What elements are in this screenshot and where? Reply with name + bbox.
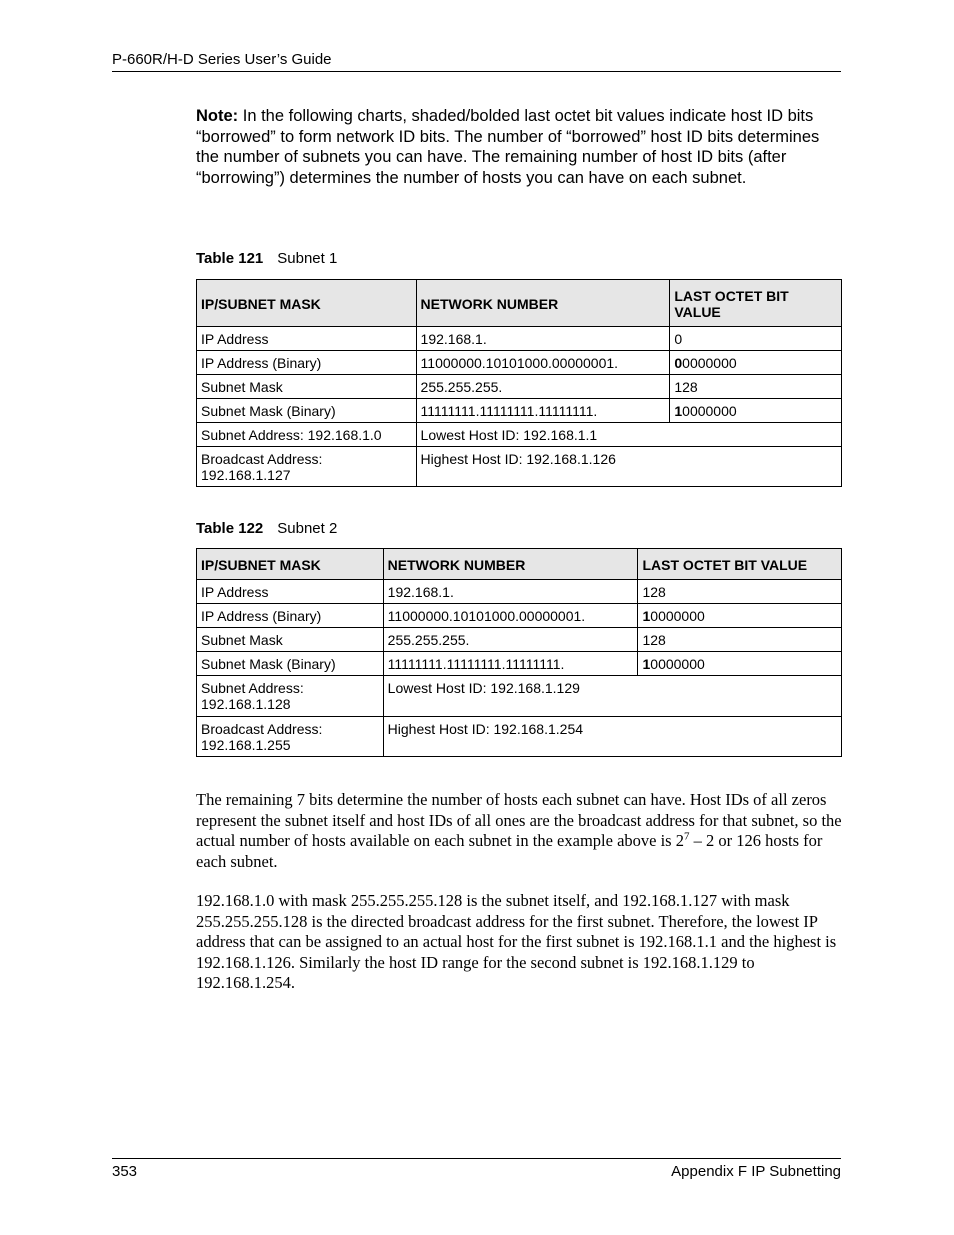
section-title: Appendix F IP Subnetting (671, 1163, 841, 1180)
table-121-caption (196, 250, 337, 267)
running-header (112, 51, 841, 72)
row-label: Subnet Mask (197, 628, 384, 652)
broadcast-address-cell: Broadcast Address: 192.168.1.255 (197, 717, 384, 757)
last-octet-cell: 0 (670, 327, 842, 351)
table-row (197, 447, 842, 487)
host-bits: 0000000 (682, 355, 737, 371)
network-number-cell: 255.255.255. (416, 375, 670, 399)
table-122-number: Table 122 (196, 520, 264, 537)
last-octet-cell: 128 (670, 375, 842, 399)
row-label: Subnet Mask (Binary) (197, 399, 417, 423)
last-octet-cell (670, 399, 842, 423)
running-footer (112, 1158, 841, 1180)
subnet-address-cell: Subnet Address: 192.168.1.128 (197, 676, 384, 717)
row-label: Subnet Mask (197, 375, 417, 399)
row-label: IP Address (197, 580, 384, 604)
table-row (197, 351, 842, 375)
header-network-number: NETWORK NUMBER (416, 280, 670, 327)
table-row (197, 717, 842, 757)
table-122-title: Subnet 2 (277, 520, 338, 537)
table-row (197, 628, 842, 652)
subnet-address-cell: Subnet Address: 192.168.1.0 (197, 423, 417, 447)
lowest-host-cell: Lowest Host ID: 192.168.1.129 (383, 676, 841, 717)
network-number-cell: 11111111.11111111.11111111. (416, 399, 670, 423)
network-number-cell: 11111111.11111111.11111111. (383, 652, 638, 676)
header-last-octet-bit-value: LAST OCTET BIT VALUE (670, 280, 842, 327)
table-121-number: Table 121 (196, 250, 264, 267)
table-122-subnet-2 (196, 548, 842, 757)
last-octet-cell: 128 (638, 628, 842, 652)
table-row (197, 423, 842, 447)
note-label: Note: (196, 107, 239, 125)
row-label: IP Address (Binary) (197, 351, 417, 375)
borrowed-bits: 1 (642, 656, 651, 672)
header-ip-subnet-mask: IP/SUBNET MASK (197, 280, 417, 327)
last-octet-cell (638, 652, 842, 676)
table-121-title: Subnet 1 (277, 250, 338, 267)
header-ip-subnet-mask: IP/SUBNET MASK (197, 549, 384, 580)
host-bits: 0000000 (682, 403, 737, 419)
host-bits: 0000000 (650, 656, 705, 672)
borrowed-bits: 1 (642, 608, 651, 624)
hosts-explanation-paragraph (196, 790, 846, 872)
host-bits: 0000000 (650, 608, 705, 624)
highest-host-cell: Highest Host ID: 192.168.1.126 (416, 447, 841, 487)
borrowed-bits: 1 (674, 403, 683, 419)
table-row (197, 399, 842, 423)
row-label: IP Address (Binary) (197, 604, 384, 628)
table-header-row (197, 549, 842, 580)
highest-host-cell: Highest Host ID: 192.168.1.254 (383, 717, 841, 757)
page-number: 353 (112, 1163, 138, 1180)
para1-text-end: – 2 or 126 hosts for each subnet. (196, 831, 823, 871)
row-label: IP Address (197, 327, 417, 351)
network-number-cell: 11000000.10101000.00000001. (383, 604, 638, 628)
row-label: Subnet Mask (Binary) (197, 652, 384, 676)
network-number-cell: 255.255.255. (383, 628, 638, 652)
table-122-caption (196, 520, 337, 537)
header-network-number: NETWORK NUMBER (383, 549, 638, 580)
last-octet-cell (638, 604, 842, 628)
borrowed-bits: 0 (674, 355, 683, 371)
table-header-row (197, 280, 842, 327)
table-row (197, 375, 842, 399)
note-text: In the following charts, shaded/bolded last octet bit values indicate host ID bits “borrowed” to form network ID bits. The number of “borrowed” host ID bits determines the number of subnets you can have. The remaining number of host ID bits (after “borrowing”) determines the number of hosts you can have on each subnet. (196, 107, 820, 187)
network-number-cell: 11000000.10101000.00000001. (416, 351, 670, 375)
table-121-subnet-1 (196, 279, 842, 487)
exponent: 7 (683, 830, 690, 843)
network-number-cell: 192.168.1. (383, 580, 638, 604)
table-row (197, 604, 842, 628)
last-octet-cell: 128 (638, 580, 842, 604)
header-last-octet-bit-value: LAST OCTET BIT VALUE (638, 549, 842, 580)
broadcast-address-cell: Broadcast Address: 192.168.1.127 (197, 447, 417, 487)
para1-text: The remaining 7 bits determine the number of hosts each subnet can have. Host IDs of all zeros represent the subnet itself and host IDs of all ones are the broadcast address for that subnet, so the actual number of hosts available on each subnet in the example above is 2 (196, 790, 842, 850)
table-row (197, 327, 842, 351)
table-row (197, 580, 842, 604)
table-row (197, 652, 842, 676)
note-paragraph (196, 106, 846, 188)
lowest-host-cell: Lowest Host ID: 192.168.1.1 (416, 423, 841, 447)
table-row (197, 676, 842, 717)
subnet-range-paragraph: 192.168.1.0 with mask 255.255.255.128 is the subnet itself, and 192.168.1.127 with mask 255.255.255.128 is the directed broadcast address for the first subnet. Therefore, the lowest IP address that can be assigned to an actual host for the first subnet is 192.168.1.1 and the highest is 192.168.1.126. Similarly the host ID range for the second subnet is 192.168.1.129 to 192.168.1.254. (196, 891, 837, 992)
last-octet-cell (670, 351, 842, 375)
header-title: P-660R/H-D Series User’s Guide (112, 51, 332, 68)
network-number-cell: 192.168.1. (416, 327, 670, 351)
